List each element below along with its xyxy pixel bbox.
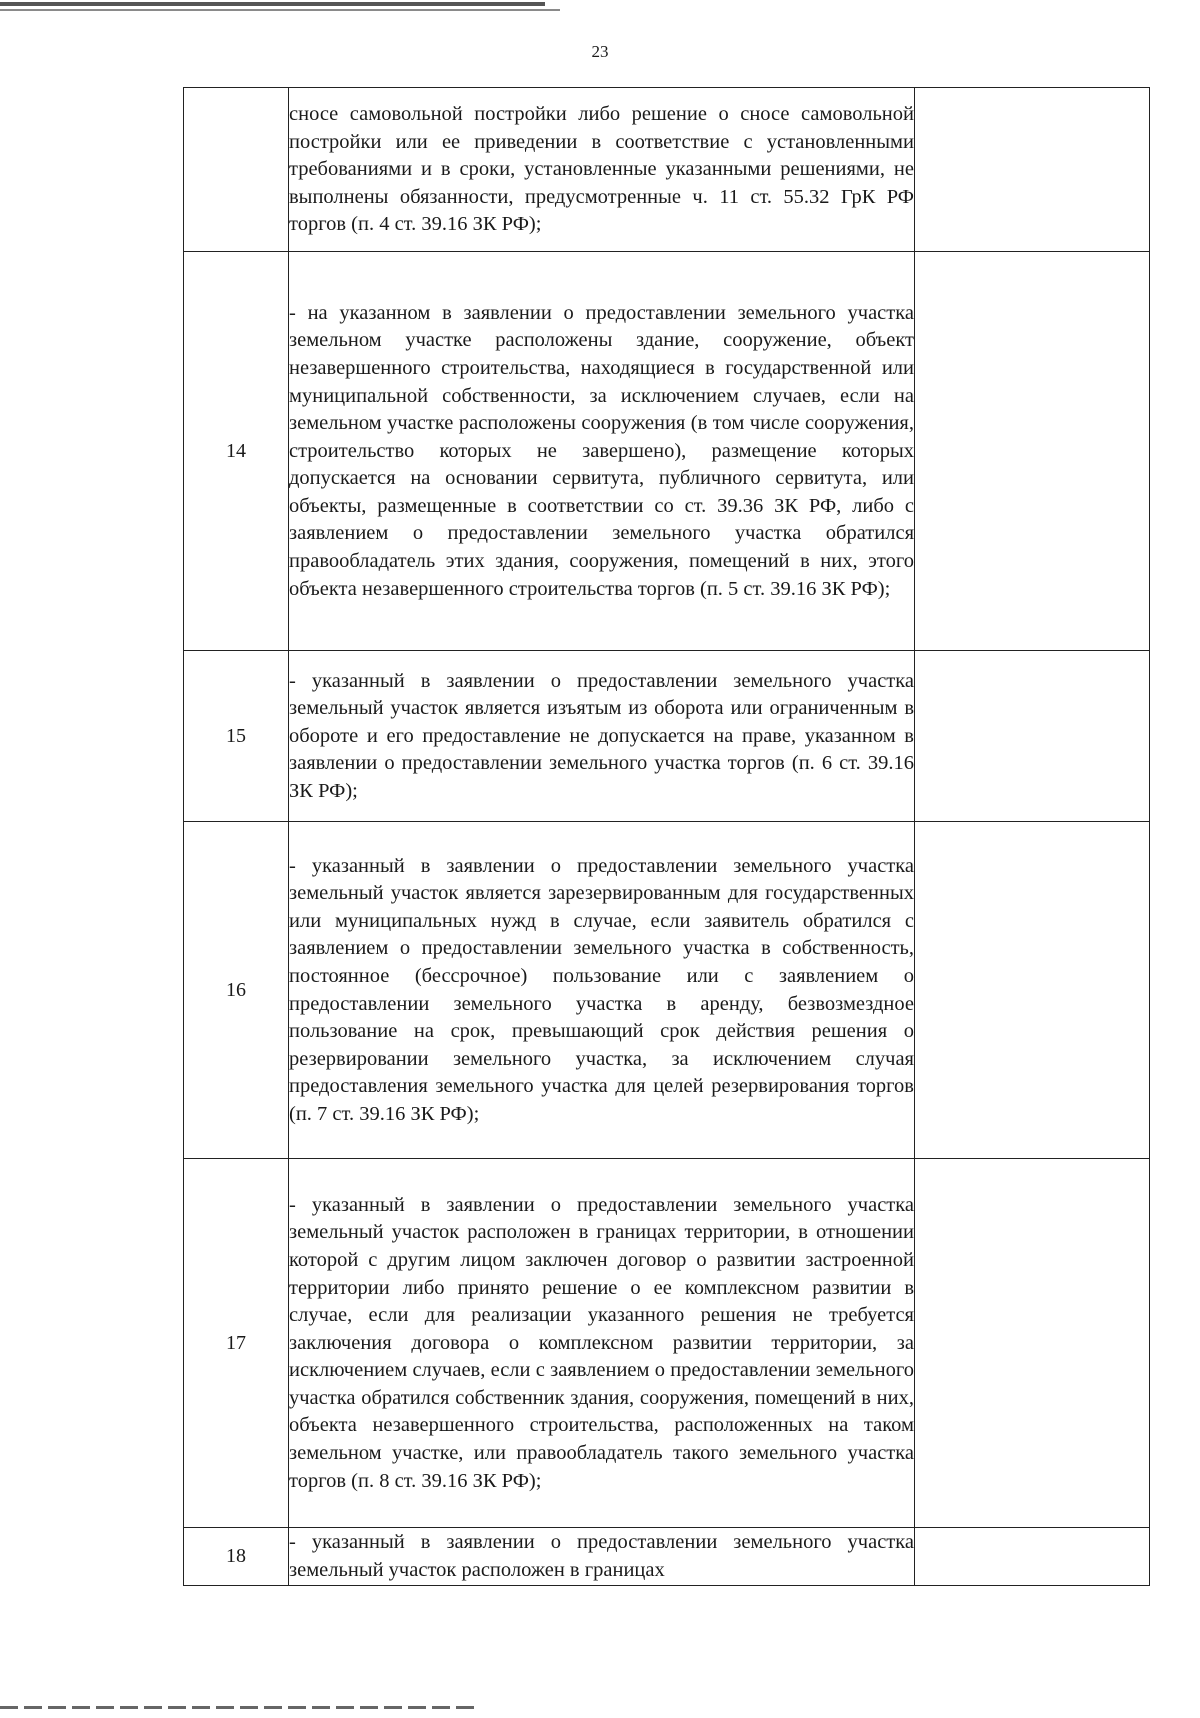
page-number: 23 xyxy=(591,42,609,61)
scan-edge-top xyxy=(0,2,545,6)
scan-edge-top-secondary xyxy=(0,9,560,11)
row-text-content: - указанный в заявлении о предоставлении земельного участка земельный участок расположен в границах территории, в отношении которой с другим лицом заключен договор о развитии застроенной территории либо принято решение о ее комплексном развитии в случае, если для реализации указанного решения не требуется заключения договора о комплексном развитии территории, за исключением случаев, если с заявлением о предоставлении земельного участка обратился собственник здания, сооружения, помещений в них, объекта незавершенного строительства, расположенных на таком земельном участке, или правообладатель такого земельного участка торгов (п. 8 ст. 39.16 ЗК РФ); xyxy=(289,1193,914,1492)
row-note xyxy=(915,252,1150,651)
row-text xyxy=(289,88,915,252)
table-row xyxy=(184,822,1150,1159)
row-text xyxy=(289,1159,915,1528)
row-note xyxy=(915,1528,1150,1586)
row-note xyxy=(915,88,1150,252)
row-text-content: - указанный в заявлении о предоставлении земельного участка земельный участок является изъятым из оборота или ограниченным в обороте и его предоставление не допускается на праве, указанном в заявлении о предоставлении земельного участка торгов (п. 6 ст. 39.16 ЗК РФ); xyxy=(289,669,914,802)
row-note xyxy=(915,651,1150,822)
row-text-content: - на указанном в заявлении о предоставлении земельного участка земельном участке расположены здание, сооружение, объект незавершенного строительства, находящиеся в государственной или муниципальной собственности, за исключением случаев, если на земельном участке расположены сооружения (в том числе сооружения, строительство которых не завершено), размещение которых допускается на основании сервитута, публичного сервитута, или объекты, размещенные в соответствии со ст. 39.36 ЗК РФ, либо с заявлением о предоставлении земельного участка обратился правообладатель этих здания, сооружения, помещений в них, этого объекта незавершенного строительства торгов (п. 5 ст. 39.16 ЗК РФ); xyxy=(289,301,914,600)
row-text-content: сносе самовольной постройки либо решение о сносе самовольной постройки или ее приведении в соответствие с установленными требованиями и в сроки, установленные указанными решениями, не выполнены обязанности, предусмотренные ч. 11 ст. 55.32 ГрК РФ торгов (п. 4 ст. 39.16 ЗК РФ); xyxy=(289,103,914,236)
row-note xyxy=(915,822,1150,1159)
table-row xyxy=(184,252,1150,651)
row-text xyxy=(289,822,915,1159)
grounds-table xyxy=(183,87,1150,1586)
row-text xyxy=(289,651,915,822)
row-number: 16 xyxy=(184,822,289,1159)
row-text xyxy=(289,1528,915,1586)
row-note xyxy=(915,1159,1150,1528)
table-row xyxy=(184,651,1150,822)
table-row xyxy=(184,1159,1150,1528)
row-number: 18 xyxy=(184,1528,289,1586)
row-number: 17 xyxy=(184,1159,289,1528)
row-text-content: - указанный в заявлении о предоставлении земельного участка земельный участок расположен в границах xyxy=(289,1531,914,1581)
row-number xyxy=(184,88,289,252)
row-number: 14 xyxy=(184,252,289,651)
table-row xyxy=(184,1528,1150,1586)
row-number: 15 xyxy=(184,651,289,822)
table-row xyxy=(184,88,1150,252)
row-text xyxy=(289,252,915,651)
row-text-content: - указанный в заявлении о предоставлении земельного участка земельный участок является зарезервированным для государственных или муниципальных нужд в случае, если заявитель обратился с заявлением о предоставлении земельного участка в собственность, постоянное (бессрочное) пользование или с заявлением о предоставлении земельного участка в аренду, безвозмездное пользование на срок, превышающий срок действия решения о резервировании земельного участка, за исключением случая предоставления земельного участка для целей резервирования торгов (п. 7 ст. 39.16 ЗК РФ); xyxy=(289,854,914,1125)
scan-edge-bottom xyxy=(0,1706,480,1709)
